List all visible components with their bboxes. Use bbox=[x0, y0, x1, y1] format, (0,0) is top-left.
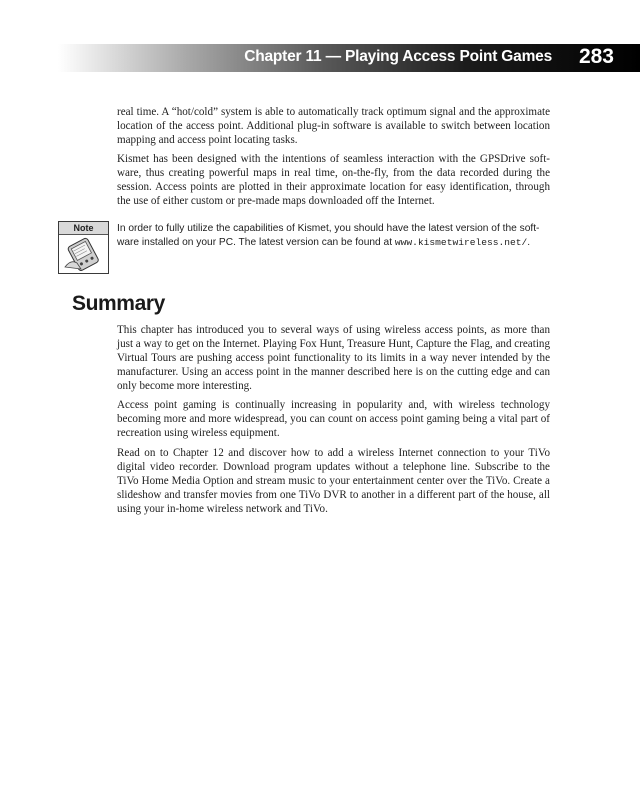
note-label: Note bbox=[59, 222, 108, 235]
body-paragraph bbox=[117, 153, 550, 209]
body-paragraph bbox=[117, 324, 550, 394]
pda-handheld-icon bbox=[63, 237, 104, 271]
page-number: 283 bbox=[578, 45, 614, 68]
note-body: In order to fully utilize the capabilities of Kismet, you should have the latest version of the software installed on your PC. The latest version can be found at bbox=[117, 223, 540, 248]
body-paragraph bbox=[117, 447, 550, 517]
note-end: . bbox=[527, 237, 531, 248]
running-header bbox=[58, 44, 640, 72]
body-paragraph bbox=[117, 399, 550, 441]
note-text bbox=[117, 222, 553, 250]
section-heading-summary: Summary bbox=[72, 292, 165, 315]
paragraph-text: Access point gaming is continually increasing in popularity and, with wireless technology becoming more and more widespread, you can count on access point gaming being a vital part of recreation using wireless equipment. bbox=[117, 399, 550, 439]
chapter-title: Chapter 11 — Playing Access Point Games bbox=[244, 48, 552, 65]
paragraph-text: Kismet has been designed with the intentions of seamless interaction with the GPSDrive software, thus creating powerful maps in real time, on-the-fly, from the data recorded during the session. Access points are plotted in their approximate location for easy identification, through the use of either custom or pre-made maps downloaded off the Internet. bbox=[117, 153, 550, 207]
paragraph-text: Read on to Chapter 12 and discover how to add a wireless Internet connection to your TiVo digital video recorder. Download program updates without a telephone line. Subscribe to the TiVo Home Media Option and stream music to your entertainment center over the TiVo. Create a slideshow and transfer movies from one TiVo DVR to another in a different part of the house, all using your in-home wireless network and TiVo. bbox=[117, 447, 550, 515]
paragraph-text: real time. A “hot/cold” system is able to automatically track optimum signal and the approximate location of the access point. Additional plug-in software is available to switch between location mapping and access point locating tasks. bbox=[117, 106, 550, 146]
kismet-url-link[interactable]: www.kismetwireless.net/ bbox=[394, 237, 528, 248]
body-paragraph bbox=[117, 106, 550, 148]
paragraph-text: This chapter has introduced you to several ways of using wireless access points, as more than just a way to get on the Internet. Playing Fox Hunt, Treasure Hunt, Capture the Flag, and creating Virtual Tours are pushing access point functionality to its limits in a way never intended by the manufacturer. Using an access point in the manner described here is on the cutting edge and can only become more interesting. bbox=[117, 324, 550, 392]
note-callout-box bbox=[58, 221, 109, 274]
